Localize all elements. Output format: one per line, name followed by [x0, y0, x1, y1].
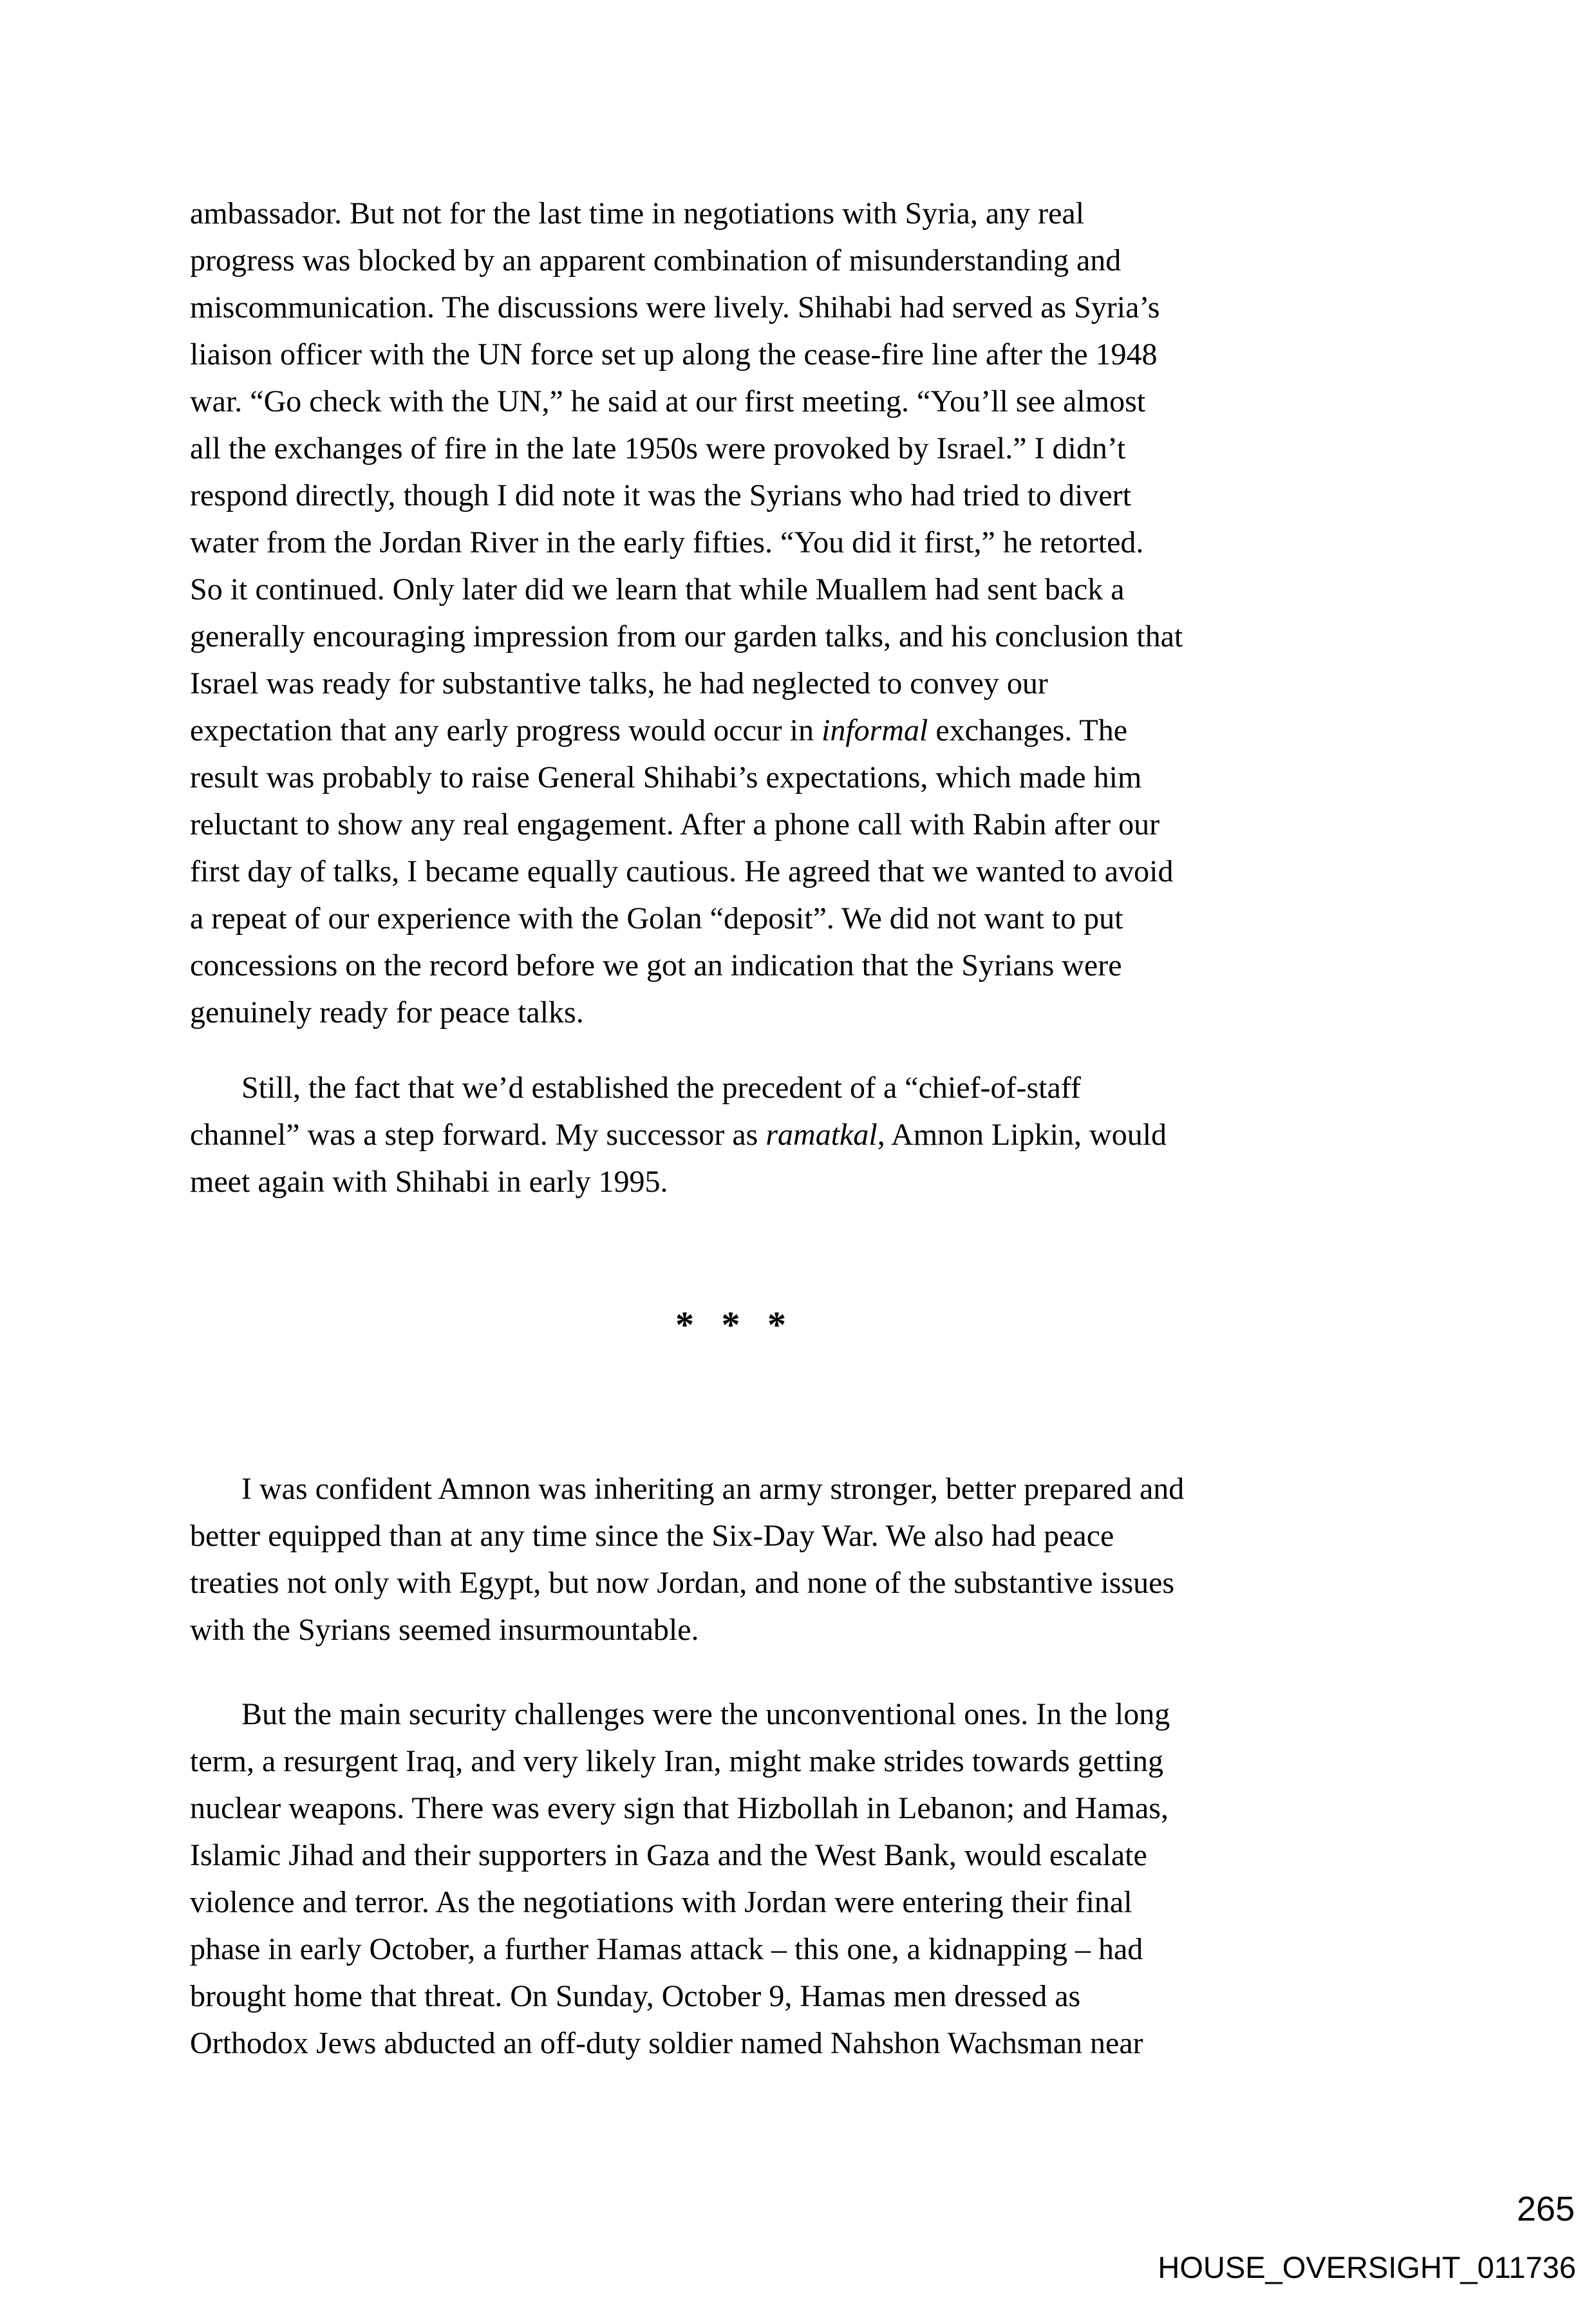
text-segment: Still, the fact that we’d established the precedent of a “chief-of-staff: [241, 1071, 1081, 1105]
para-4: [190, 1691, 1432, 2067]
text-line: [190, 1559, 1432, 1606]
text-segment: Israel was ready for substantive talks, he had neglected to convey our: [190, 666, 1048, 700]
italic-text: ramatkal: [765, 1118, 878, 1152]
text-line: [190, 1512, 1432, 1559]
page-number: 265: [1516, 2190, 1575, 2228]
text-segment: treaties not only with Egypt, but now Jordan, and none of the substantive issues: [190, 1566, 1175, 1600]
text-segment: ambassador. But not for the last time in negotiations with Syria, any real: [190, 196, 1085, 230]
text-segment: channel” was a step forward. My successor as: [190, 1118, 766, 1152]
text-line: [190, 1064, 1432, 1111]
text-line: [190, 425, 1432, 472]
text-segment: Orthodox Jews abducted an off-duty soldier named Nahshon Wachsman near: [190, 2026, 1143, 2060]
text-line: [190, 801, 1432, 848]
text-line: [190, 707, 1432, 754]
text-segment: reluctant to show any real engagement. After a phone call with Rabin after our: [190, 807, 1160, 841]
text-line: [190, 378, 1432, 425]
text-line: [190, 1973, 1432, 2020]
text-line: [190, 613, 1432, 660]
text-line: [190, 1926, 1432, 1973]
text-segment: respond directly, though I did note it was the Syrians who had tried to divert: [190, 478, 1131, 512]
text-line: [190, 1465, 1432, 1512]
text-segment: I was confident Amnon was inheriting an army stronger, better prepared and: [241, 1472, 1185, 1506]
text-segment: term, a resurgent Iraq, and very likely Iran, might make strides towards getting: [190, 1744, 1163, 1778]
text-segment: better equipped than at any time since the Six-Day War. We also had peace: [190, 1519, 1114, 1553]
text-segment: all the exchanges of fire in the late 1950s were provoked by Israel.” I didn’t: [190, 431, 1126, 465]
text-segment: progress was blocked by an apparent combination of misunderstanding and: [190, 243, 1122, 277]
text-line: [190, 1111, 1432, 1158]
text-segment: liaison officer with the UN force set up along the cease-fire line after the 1948: [190, 337, 1158, 371]
text-segment: result was probably to raise General Shihabi’s expectations, which made him: [190, 760, 1142, 794]
para-3: [190, 1465, 1432, 1653]
text-segment: , Amnon Lipkin, would: [877, 1118, 1167, 1152]
text-line: [190, 1158, 1432, 1205]
text-line: [190, 754, 1432, 801]
bates-stamp: HOUSE_OVERSIGHT_011736: [1158, 2250, 1576, 2284]
text-segment: nuclear weapons. There was every sign that Hizbollah in Lebanon; and Hamas,: [190, 1791, 1169, 1825]
text-line: [190, 1879, 1432, 1926]
text-line: [190, 895, 1432, 942]
text-segment: brought home that threat. On Sunday, October 9, Hamas men dressed as: [190, 1979, 1081, 2013]
text-line: [190, 566, 1432, 613]
text-line: [190, 1738, 1432, 1785]
text-segment: first day of talks, I became equally cautious. He agreed that we wanted to avoid: [190, 854, 1174, 888]
text-line: [190, 660, 1432, 707]
text-segment: exchanges. The: [928, 713, 1128, 747]
text-line: [190, 1691, 1432, 1738]
text-segment: generally encouraging impression from our garden talks, and his conclusion that: [190, 619, 1183, 653]
text-block: [190, 190, 1432, 2067]
text-segment: Islamic Jihad and their supporters in Gaza and the West Bank, would escalate: [190, 1838, 1147, 1872]
text-segment: But the main security challenges were the unconventional ones. In the long: [241, 1697, 1170, 1731]
text-line: [190, 942, 1432, 989]
section-break: * * *: [675, 1304, 786, 1346]
text-segment: with the Syrians seemed insurmountable.: [190, 1613, 699, 1647]
text-segment: expectation that any early progress would occur in: [190, 713, 821, 747]
text-line: [190, 2020, 1432, 2067]
text-line: [190, 848, 1432, 895]
text-segment: So it continued. Only later did we learn that while Muallem had sent back a: [190, 572, 1125, 606]
text-segment: violence and terror. As the negotiations with Jordan were entering their final: [190, 1885, 1132, 1919]
text-segment: a repeat of our experience with the Golan “deposit”. We did not want to put: [190, 901, 1123, 935]
text-segment: miscommunication. The discussions were lively. Shihabi had served as Syria’s: [190, 290, 1160, 324]
text-line: [190, 284, 1432, 331]
text-segment: phase in early October, a further Hamas attack – this one, a kidnapping – had: [190, 1932, 1143, 1966]
para-2: [190, 1064, 1432, 1205]
text-line: [190, 989, 1432, 1036]
text-line: [190, 519, 1432, 566]
text-line: [190, 331, 1432, 378]
text-segment: water from the Jordan River in the early fifties. “You did it first,” he retorted.: [190, 525, 1144, 559]
text-line: [190, 190, 1432, 237]
text-segment: concessions on the record before we got an indication that the Syrians were: [190, 948, 1122, 982]
italic-text: informal: [821, 713, 928, 747]
para-1: [190, 190, 1432, 1036]
text-line: [190, 1606, 1432, 1653]
text-line: [190, 237, 1432, 284]
text-segment: meet again with Shihabi in early 1995.: [190, 1165, 668, 1199]
text-line: [190, 1832, 1432, 1879]
text-segment: genuinely ready for peace talks.: [190, 995, 584, 1029]
text-line: [190, 1785, 1432, 1832]
text-segment: war. “Go check with the UN,” he said at our first meeting. “You’ll see almost: [190, 384, 1146, 418]
text-line: [190, 472, 1432, 519]
